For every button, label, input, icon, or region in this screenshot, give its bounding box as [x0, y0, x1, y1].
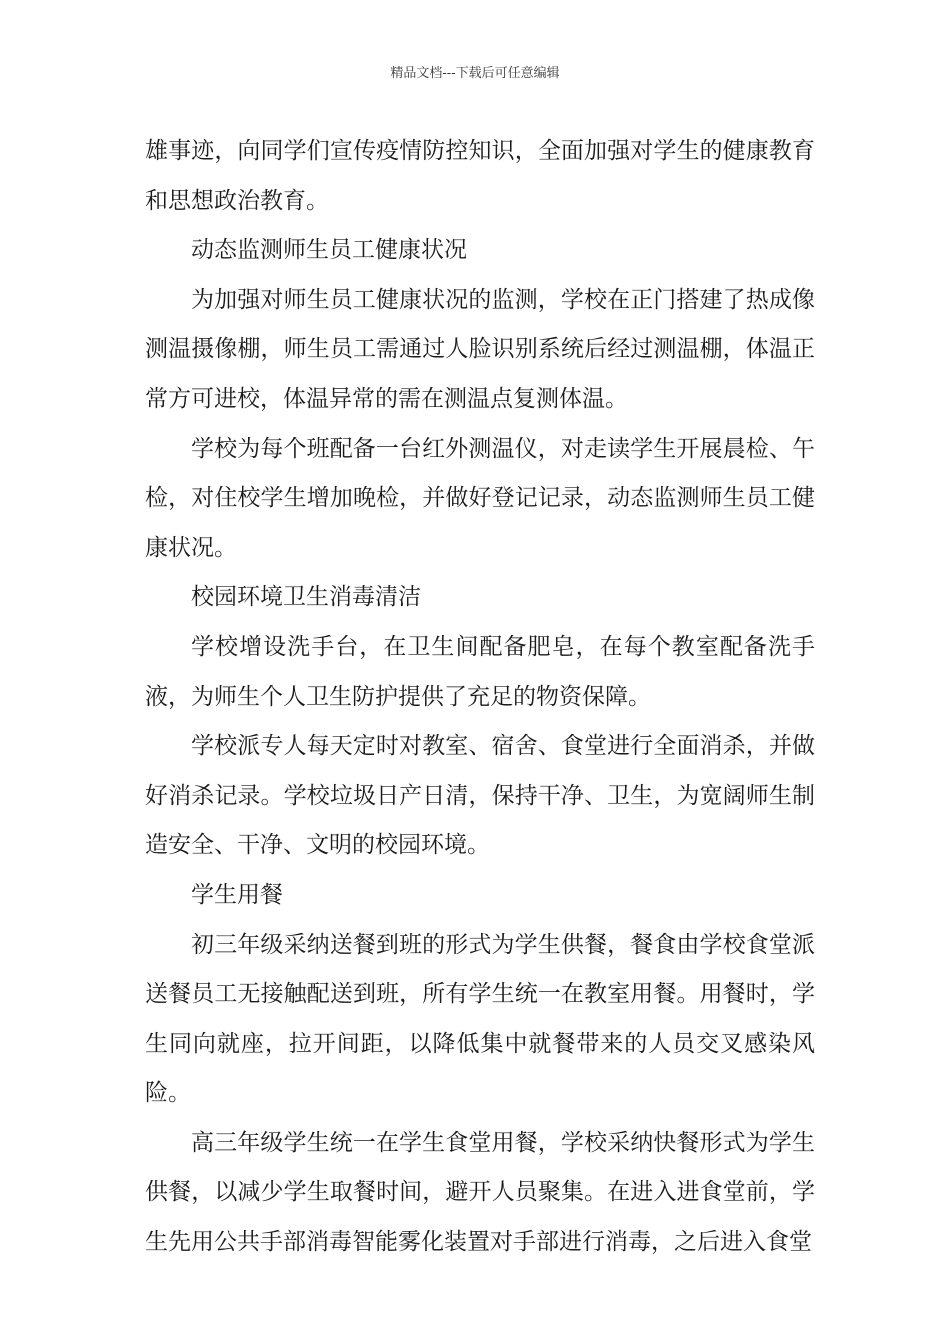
paragraph: 学校增设洗手台，在卫生间配备肥皂，在每个教室配备洗手液，为师生个人卫生防护提供了充足的物资保障。: [145, 633, 815, 710]
page-header: 精品文档---下载后可任意编辑: [390, 66, 560, 81]
paragraph: 学校为每个班配备一台红外测温仪，对走读学生开展晨检、午检，对住校学生增加晚检，并做好登记记录，动态监测师生员工健康状况。: [145, 435, 815, 561]
paragraph: 学校派专人每天定时对教室、宿舍、食堂进行全面消杀，并做好消杀记录。学校垃圾日产日清，保持干净、卫生，为宽阔师生制造安全、干净、文明的校园环境。: [145, 733, 815, 859]
paragraph-continuation: 雄事迹，向同学们宣传疫情防控知识，全面加强对学生的健康教育和思想政治教育。: [145, 138, 815, 214]
section-heading-student-meals: 学生用餐: [191, 881, 283, 908]
section-heading-campus-hygiene: 校园环境卫生消毒清洁: [191, 584, 421, 611]
paragraph: 初三年级采纳送餐到班的形式为学生供餐，餐食由学校食堂派送餐员工无接触配送到班，所有学生统一在教室用餐。用餐时，学生同向就座，拉开间距，以降低集中就餐带来的人员交叉感染风险。: [145, 931, 815, 1107]
paragraph: 为加强对师生员工健康状况的监测，学校在正门搭建了热成像测温摄像棚，师生员工需通过人脸识别系统后经过测温棚，体温正常方可进校，体温异常的需在测温点复测体温。: [145, 286, 815, 412]
document-body: [145, 127, 815, 1268]
paragraph: 高三年级学生统一在学生食堂用餐，学校采纳快餐形式为学生供餐，以减少学生取餐时间，避开人员聚集。在进入进食堂前，学生先用公共手部消毒智能雾化装置对手部进行消毒，之后进入食堂: [145, 1129, 815, 1256]
section-heading-health-monitoring: 动态监测师生员工健康状况: [191, 237, 467, 264]
